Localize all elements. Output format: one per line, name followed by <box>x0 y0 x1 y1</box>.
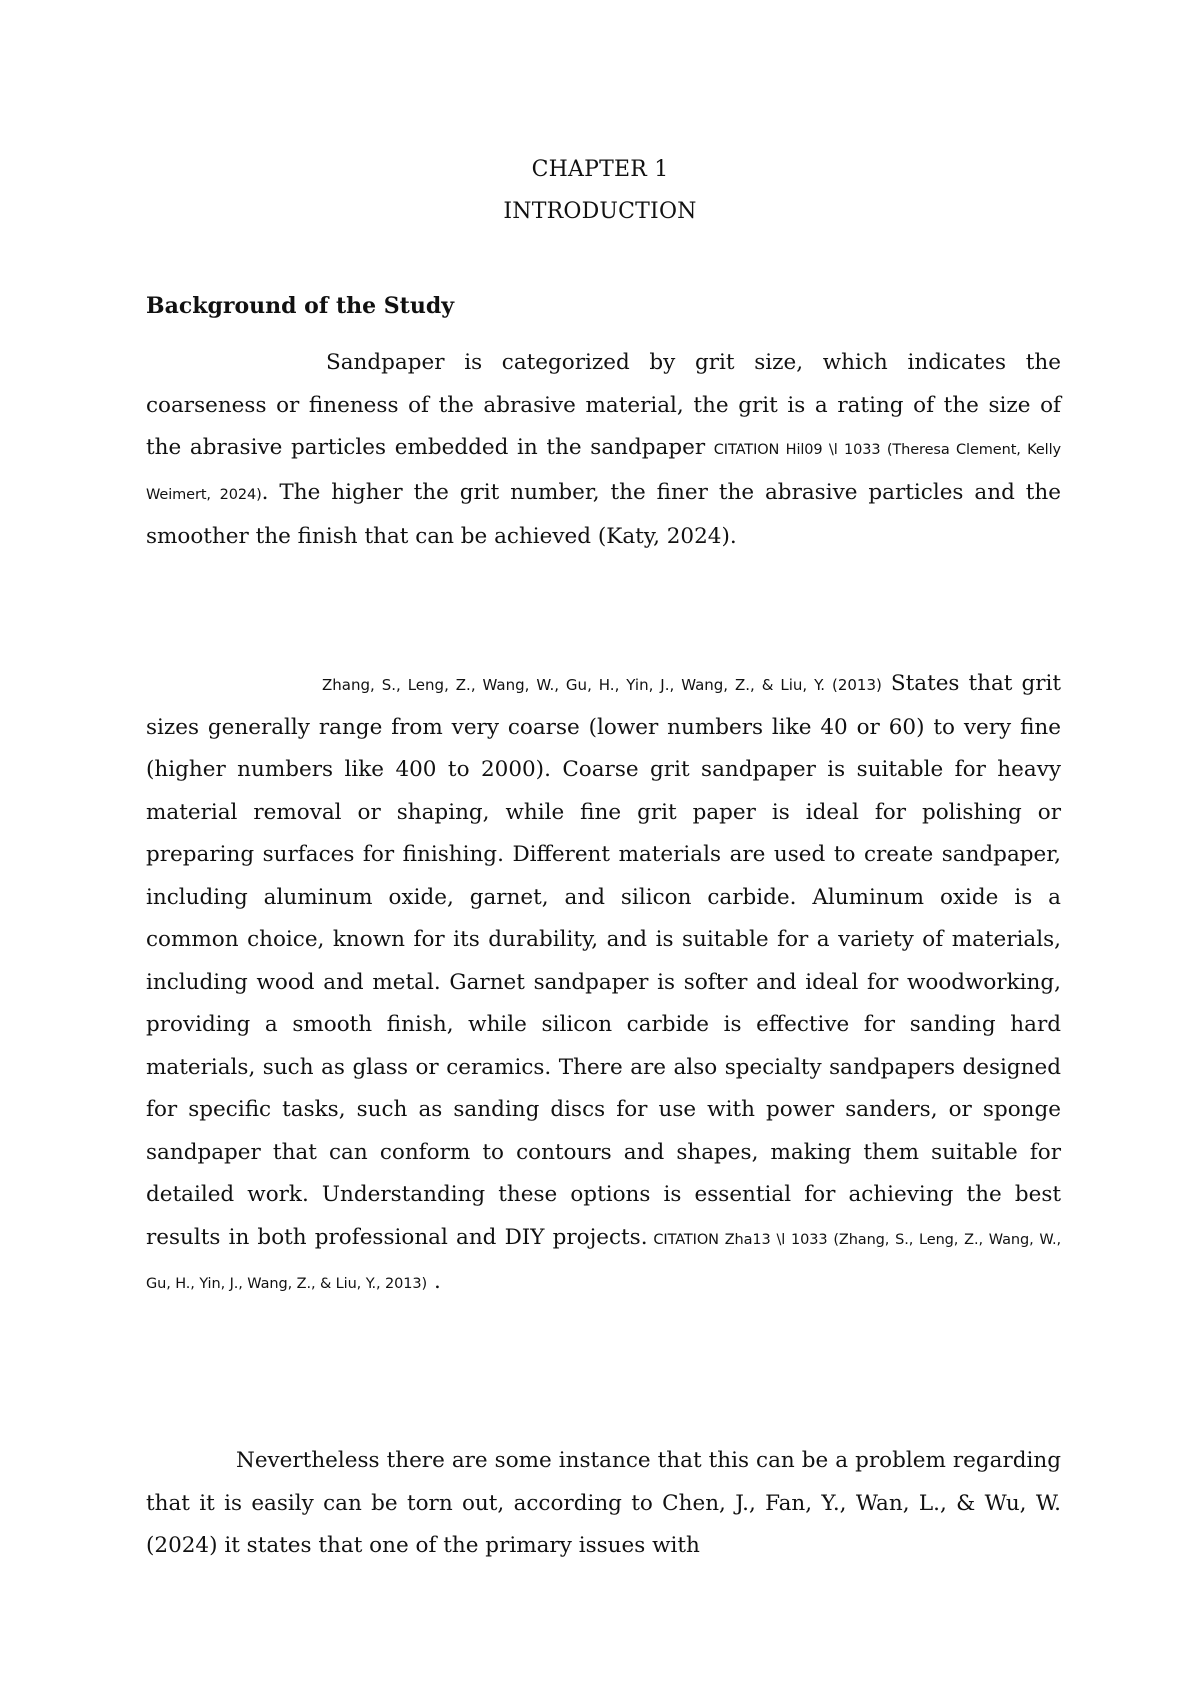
chapter-title: INTRODUCTION <box>503 199 697 224</box>
chapter-label: CHAPTER 1 <box>531 157 669 182</box>
paragraph-1-citation-inline: (Theresa Clement, Kelly Weimert, 2024) <box>146 442 1062 503</box>
paragraph-2-text-b: . <box>427 1269 441 1294</box>
paragraph-2 <box>146 663 1061 1306</box>
paragraph-2-lead-reference: Zhang, S., Leng, Z., Wang, W., Gu, H., Yin, J., Wang, Z., & Liu, Y. (2013) <box>322 676 882 694</box>
paragraph-1 <box>146 342 1061 559</box>
paragraph-1-text-a: Sandpaper is categorized by grit size, which indicates the coarseness or fineness of the abrasive material, the grit is a rating of the size of the abrasive particles embedded in the sandpaper <box>146 350 1061 460</box>
paragraph-3: Nevertheless there are some instance that this can be a problem regarding that it is easily can be torn out, according to Chen, J., Fan, Y., Wan, L., & Wu, W. (2024) it states that one of the primary issues with <box>146 1448 1061 1558</box>
paragraph-2-citation-inline: (Zhang, S., Leng, Z., Wang, W., Gu, H., Yin, J., Wang, Z., & Liu, Y., 2013) <box>146 1231 1061 1292</box>
paragraph-1-citation-field: CITATION Hil09 \l 1033 <box>713 442 887 458</box>
paragraph-1-text-b: . The higher the grit number, the finer the abrasive particles and the smoother the finish that can be achieved (Katy, 2024). <box>146 479 1061 549</box>
paragraph-2-text-a: States that grit sizes generally range from very coarse (lower numbers like 40 or 60) to very fine (higher numbers like 400 to 2000). Coarse grit sandpaper is suitable for heavy material removal or shaping, while fine grit paper is ideal for polishing or preparing surfaces for finishing. Different materials are used to create sandpaper, including aluminum oxide, garnet, and silicon carbide. Aluminum oxide is a common choice, known for its durability, and is suitable for a variety of materials, including wood and metal. Garnet sandpaper is softer and ideal for woodworking, providing a smooth finish, while silicon carbide is effective for sanding hard materials, such as glass or ceramics. There are also specialty sandpapers designed for specific tasks, such as sanding discs for use with power sanders, or sponge sandpaper that can conform to contours and shapes, making them suitable for detailed work. Understanding these options is essential for achieving the best results in both professional and DIY projects. <box>146 671 1061 1250</box>
paragraph-2-citation-field: CITATION Zha13 \l 1033 <box>647 1231 834 1248</box>
section-title: Background of the Study <box>146 293 454 319</box>
